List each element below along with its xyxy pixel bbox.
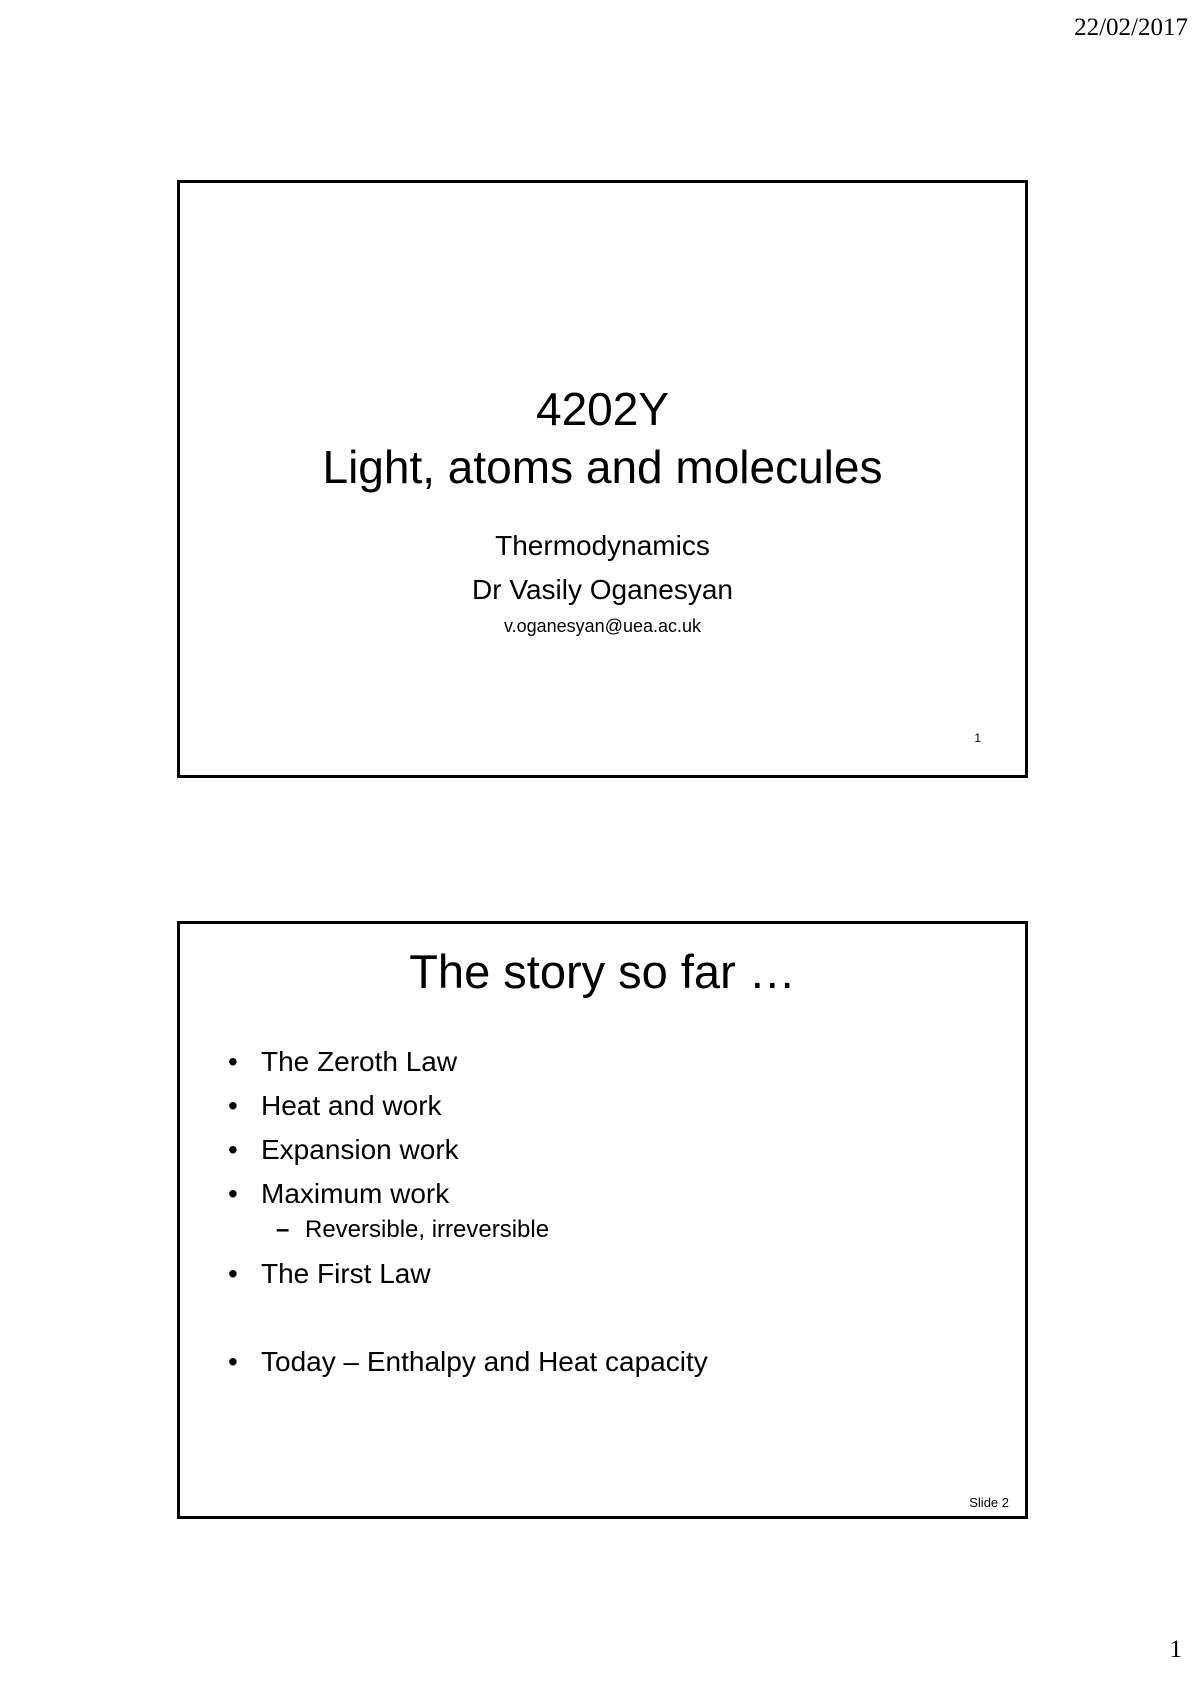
list-item [228, 1132, 985, 1176]
list-item-text: Expansion work [261, 1134, 459, 1165]
list-spacer [228, 1300, 985, 1344]
sub-list-item-text: Reversible, irreversible [305, 1216, 550, 1243]
author-email: v.oganesyan@uea.ac.uk [503, 616, 702, 636]
lecture-topic: Thermodynamics [495, 530, 710, 561]
slide-title: The story so far … [409, 945, 796, 998]
bullet-list [228, 1044, 985, 1388]
list-item [228, 1088, 985, 1132]
list-item-text: The Zeroth Law [261, 1046, 458, 1077]
page-date: 22/02/2017 [1074, 14, 1188, 41]
list-item [228, 1344, 985, 1388]
slide-number: 1 [974, 731, 981, 745]
bullet-icon: • [228, 1258, 238, 1289]
course-code: 4202Y [535, 383, 669, 435]
title-block [180, 380, 1025, 640]
list-item-text: The First Law [261, 1258, 431, 1289]
list-item-text: Heat and work [261, 1090, 442, 1121]
list-item [228, 1044, 985, 1088]
slide-number: Slide 2 [969, 1495, 1009, 1510]
dash-icon: – [276, 1216, 290, 1243]
bullet-icon: • [228, 1090, 238, 1121]
sub-list-item [228, 1214, 985, 1256]
list-item [228, 1256, 985, 1300]
list-item-text: Maximum work [261, 1178, 450, 1209]
bullet-icon: • [228, 1178, 238, 1209]
bullet-icon: • [228, 1346, 238, 1377]
author-name: Dr Vasily Oganesyan [472, 574, 733, 605]
slide-1 [177, 180, 1028, 778]
bullet-icon: • [228, 1134, 238, 1165]
course-title: Light, atoms and molecules [322, 441, 883, 493]
bullet-icon: • [228, 1046, 238, 1077]
list-item-text: Today – Enthalpy and Heat capacity [261, 1346, 708, 1377]
slide-2 [177, 921, 1028, 1519]
page-number: 1 [1169, 1636, 1182, 1663]
